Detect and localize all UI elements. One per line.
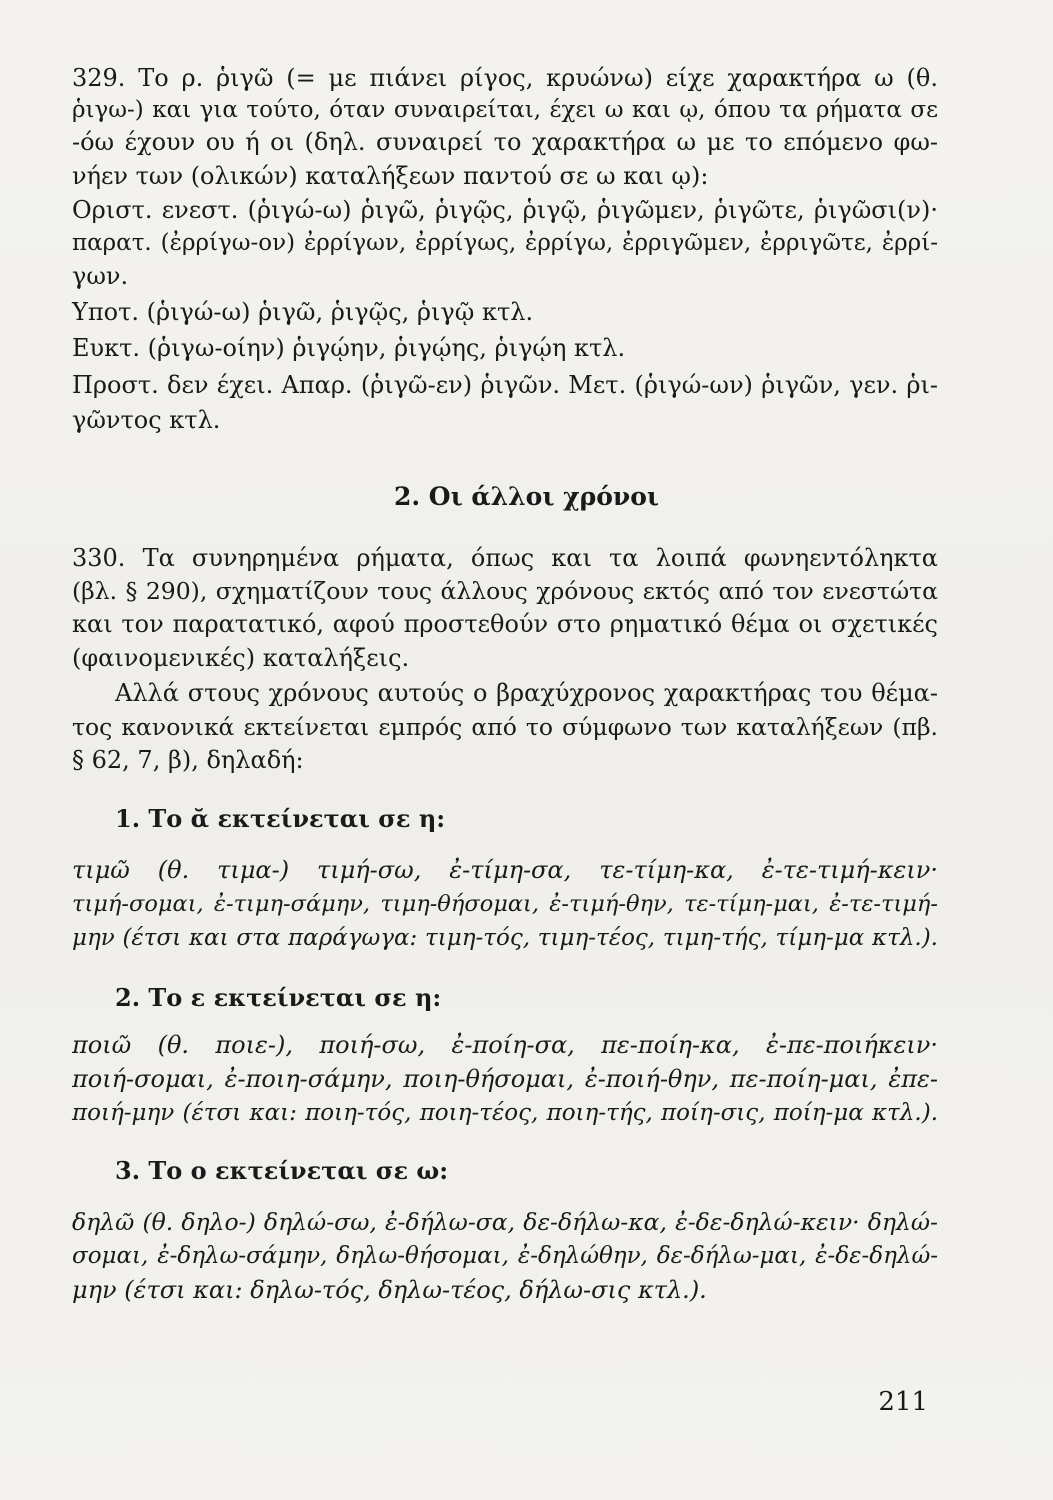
text-line: τος κανονικά εκτείνεται εμπρός από το σύμφωνο των καταλήξεων (πβ.	[72, 713, 938, 741]
text-line: και τον παρατατικό, αφού προστεθούν στο ρηματικό θέμα οι σχετικές	[72, 610, 938, 638]
text-line: δηλῶ (θ. δηλο-) δηλώ-σω, ἐ-δήλω-σα, δε-δήλω-κα, ἐ-δε-δηλώ-κειν· δηλώ-	[72, 1208, 938, 1236]
text-line: νήεν των (ολικών) καταλήξεων παντού σε ω και ῳ):	[72, 162, 709, 190]
text-line: Προστ. δεν έχει. Απαρ. (ῥιγῶ-εν) ῥιγῶν. Μετ. (ῥιγώ-ων) ῥιγῶν, γεν. ῥι-	[72, 371, 938, 399]
text-line: (βλ. § 290), σχηματίζουν τους άλλους χρόνους εκτός από τον ενεστώτα	[72, 577, 938, 605]
text-line: γῶντος κτλ.	[72, 406, 221, 434]
text-line: τιμῶ (θ. τιμα-) τιμή-σω, ἐ-τίμη-σα, τε-τίμη-κα, ἐ-τε-τιμή-κειν·	[72, 856, 938, 884]
rule-title: 3. Το ο εκτείνεται σε ω:	[115, 1156, 449, 1185]
text-line: ποιή-μην (έτσι και: ποιη-τός, ποιη-τέος, ποιη-τής, ποίη-σις, ποίη-μα κτλ.).	[72, 1100, 938, 1126]
text-line: ποιῶ (θ. ποιε-), ποιή-σω, ἐ-ποίη-σα, πε-ποίη-κα, ἐ-πε-ποιήκειν·	[72, 1031, 938, 1059]
section-heading: 2. Οι άλλοι χρόνοι	[393, 482, 659, 511]
text-line: (φαινομενικές) καταλήξεις.	[72, 644, 410, 672]
rule-title: 1. Το ᾰ εκτείνεται σε η:	[115, 804, 446, 833]
text-line: ῥιγω-) και για τούτο, όταν συναιρείται, έχει ω και ῳ, όπου τα ρήματα σε	[72, 97, 938, 123]
text-line: Ευκτ. (ῥιγω-οίην) ῥιγῴην, ῥιγῴης, ῥιγῴη κτλ.	[72, 334, 626, 362]
page-number: 211	[878, 1387, 928, 1417]
text-line: μην (έτσι και: δηλω-τός, δηλω-τέος, δήλω-σις κτλ.).	[72, 1276, 707, 1304]
text-line: Οριστ. ενεστ. (ῥιγώ-ω) ῥιγῶ, ῥιγῷς, ῥιγῷ, ῥιγῶμεν, ῥιγῶτε, ῥιγῶσι(ν)·	[72, 196, 938, 224]
text-line: τιμή-σομαι, ἐ-τιμη-σάμην, τιμη-θήσομαι, ἐ-τιμή-θην, τε-τίμη-μαι, ἐ-τε-τιμή-	[72, 891, 938, 917]
text-line: γων.	[72, 262, 129, 290]
text-line: ποιή-σομαι, ἐ-ποιη-σάμην, ποιη-θήσομαι, ἐ-ποιή-θην, πε-ποίη-μαι, ἐπε-	[72, 1065, 938, 1093]
text-line: § 62, 7, β), δηλαδή:	[72, 746, 304, 774]
text-line: παρατ. (ἐρρίγω-ον) ἐρρίγων, ἐρρίγως, ἐρρίγω, ἐρριγῶμεν, ἐρριγῶτε, ἐρρί-	[72, 230, 938, 256]
text-line: 330. Τα συνηρημένα ρήματα, όπως και τα λοιπά φωνηεντόληκτα	[72, 544, 938, 572]
text-line: μην (έτσι και στα παράγωγα: τιμη-τός, τιμη-τέος, τιμη-τής, τίμη-μα κτλ.).	[72, 925, 938, 951]
text-line: -όω έχουν ου ή οι (δηλ. συναιρεί το χαρακτήρα ω με το επόμενο φω-	[72, 128, 938, 156]
text-line: 329. Το ρ. ῥιγῶ (= με πιάνει ρίγος, κρυώνω) είχε χαρακτήρα ω (θ.	[72, 64, 938, 92]
text-line: σομαι, ἐ-δηλω-σάμην, δηλω-θήσομαι, ἐ-δηλώθην, δε-δήλω-μαι, ἐ-δε-δηλώ-	[72, 1243, 938, 1269]
rule-title: 2. Το ε εκτείνεται σε η:	[115, 983, 442, 1012]
text-line: Αλλά στους χρόνους αυτούς ο βραχύχρονος χαρακτήρας του θέμα-	[115, 679, 938, 707]
text-line: Υποτ. (ῥιγώ-ω) ῥιγῶ, ῥιγῷς, ῥιγῷ κτλ.	[72, 298, 534, 326]
